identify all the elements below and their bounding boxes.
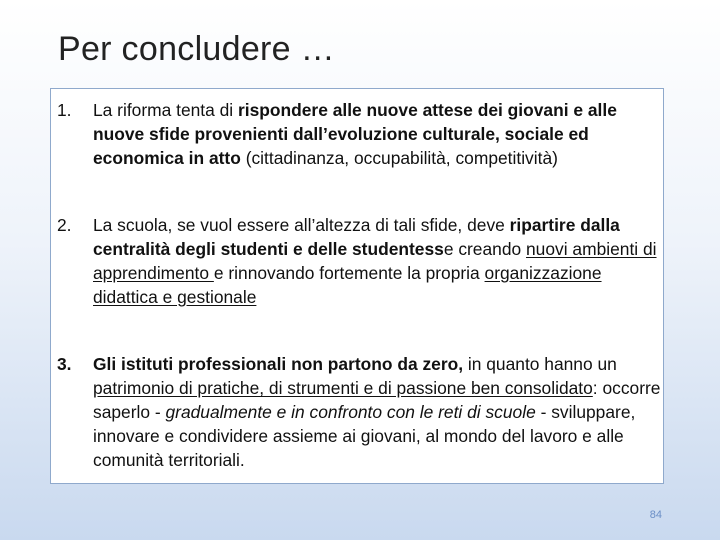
bold-text-segment: rispondere alle nuove attese dei giovani e alle nuove sfide provenienti dall’evoluzione culturale, sociale ed economica in atto <box>93 100 617 168</box>
content-box <box>50 88 664 484</box>
text-segment: e creando <box>443 239 526 259</box>
text-segment: La riforma tenta di <box>93 100 238 120</box>
text-segment: : occorre saperlo - <box>93 378 661 422</box>
text-segment: - sviluppare, innovare e condividere assieme ai giovani, al mondo del lavoro e alle comunità territoriali. <box>93 402 636 470</box>
list-item-text <box>93 352 661 472</box>
underlined-text-segment: nuovi ambienti di apprendimento <box>93 239 657 283</box>
list-item-text <box>93 213 661 309</box>
text-segment: in quanto hanno un <box>463 354 617 374</box>
bold-text-segment: Gli istituti professionali non partono da zero, <box>93 354 464 374</box>
list-item-number: 1. <box>57 100 72 120</box>
slide-title: Per concludere … <box>58 30 335 68</box>
underlined-text-segment: organizzazione didattica e gestionale <box>93 263 602 307</box>
text-segment: (cittadinanza, occupabilità, competitività) <box>240 148 558 168</box>
list-item-text <box>93 98 661 170</box>
bold-text-segment: ripartire dalla centralità degli studenti e delle studentess <box>93 215 620 259</box>
text-segment: La scuola, se vuol essere all’altezza di tali sfide, deve <box>93 215 510 235</box>
underlined-text-segment: patrimonio di pratiche, di strumenti e di passione ben consolidato <box>93 378 593 398</box>
page-number: 84 <box>649 509 662 521</box>
list-item-number: 2. <box>57 215 72 235</box>
italic-text-segment: gradualmente e in confronto con le reti di scuole <box>165 402 536 422</box>
list-item-number: 3. <box>57 354 72 374</box>
text-segment: e rinnovando fortemente la propria <box>213 263 485 283</box>
